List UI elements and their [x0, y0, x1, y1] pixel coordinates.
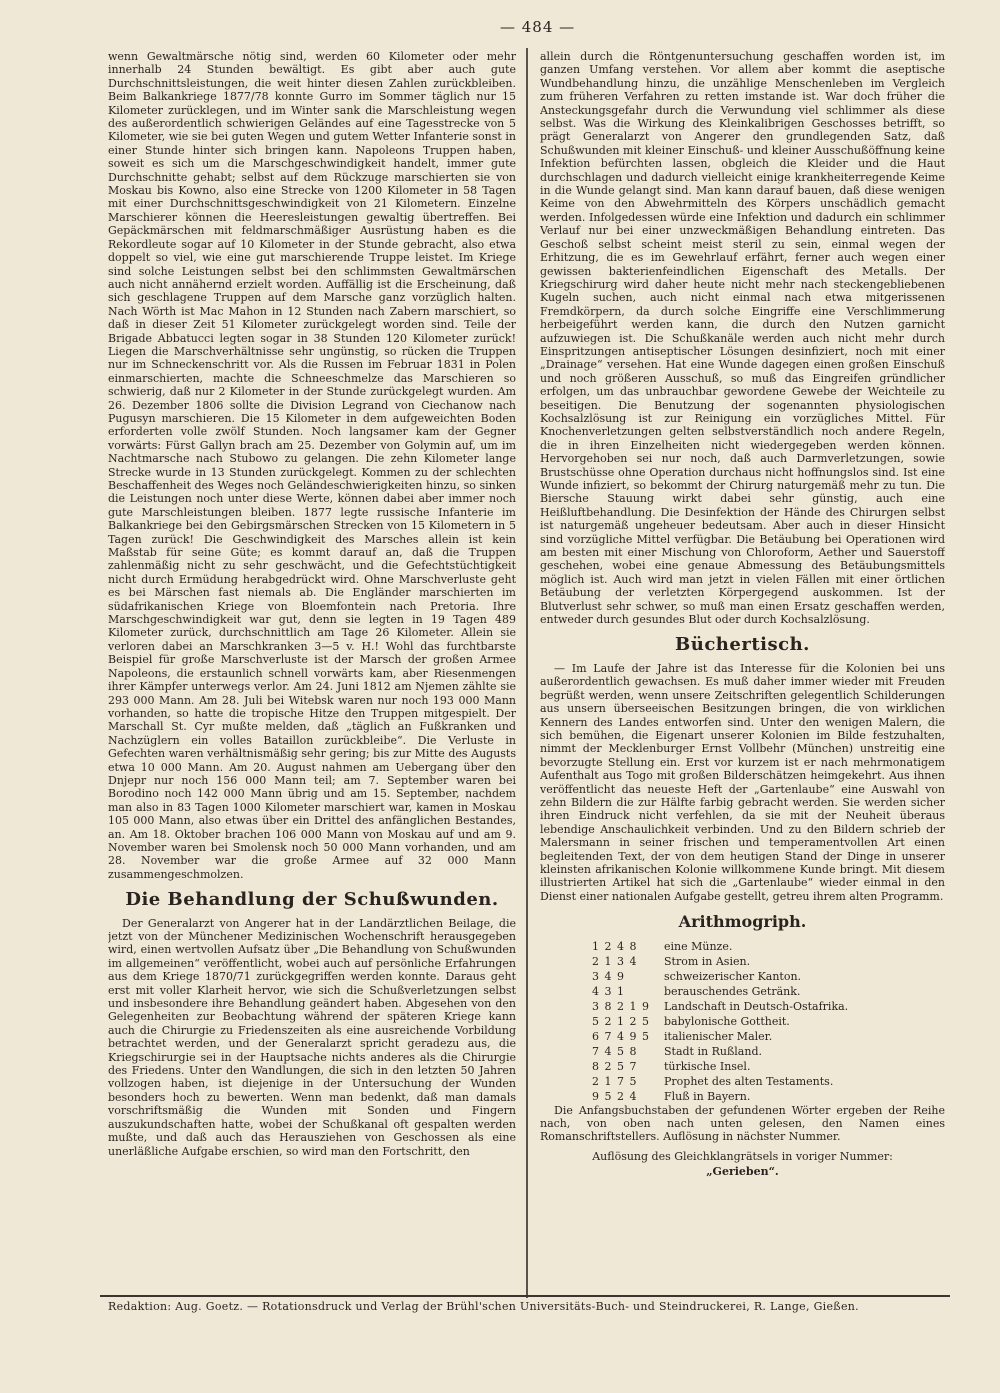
puzzle-numbers: 3 4 9: [592, 969, 625, 983]
puzzle-row: [592, 969, 945, 984]
puzzle-row: [592, 1014, 945, 1029]
puzzle-clue: Prophet des alten Testaments.: [664, 1074, 834, 1088]
puzzle-numbers: 9 5 2 4: [592, 1089, 638, 1103]
left-column: [108, 50, 516, 1295]
puzzle-numbers: 1 2 4 8: [592, 939, 638, 953]
puzzle-numbers: 2 1 7 5: [592, 1074, 638, 1088]
puzzle-numbers: 2 1 3 4: [592, 954, 638, 968]
puzzle-row: [592, 1044, 945, 1059]
puzzle-clue: italienischer Maler.: [664, 1029, 773, 1043]
article-marches-text: wenn Gewaltmärsche nötig sind, werden 60 Kilometer oder mehr innerhalb 24 Stunden bewältigt. Es gibt aber auch gute Durchschnittsleistungen, die weit hinter diesen Zahlen zurückbleiben. Beim Balkankriege 1877/78 konnte Gurro im Sommer täglich nur 15 Kilometer zurücklegen, und im Winter sank die Marschleistung wegen des außerordentlich schwierigen Geländes auf eine Tagesstrecke von 5 Kilometer, wie sie bei guten Wegen und gutem Wetter Infanterie sonst in einer Stunde hinter sich bringen kann. Napoleons Truppen haben, soweit es sich um die Marschgeschwindigkeit handelt, immer gute Durchschnitte gehabt; selbst auf dem Rückzuge marschierten sie von Moskau bis Kowno, also eine Strecke von 1200 Kilometer in 58 Tagen mit einer Durchschnittsgeschwindigkeit von 21 Kilometern. Einzelne Marschierer können die Heeresleistungen gewaltig übertreffen. Bei Gepäckmärschen mit feldmarschmäßiger Ausrüstung haben es die Rekordleute sogar auf 10 Kilometer in der Stunde gebracht, also etwa doppelt so viel, wie eine gut marschierende Truppe leistet. Im Kriege sind solche Leistungen selbst bei den schlimmsten Gewaltmärschen auch nicht annähernd erzielt worden. Auffällig ist die Erscheinung, daß sich geschlagene Truppen auf dem Marsche ganz vorzüglich halten. Nach Wörth ist Mac Mahon in 12 Stunden nach Zabern marschiert, so daß in dieser Zeit 51 Kilometer zurückgelegt worden sind. Teile der Brigade Abbatucci legten sogar in 38 Stunden 120 Kilometer zurück! Liegen die Marschverhältnisse sehr ungünstig, so rücken die Truppen nur im Schneckenschritt vor. Als die Russen im Februar 1831 in Polen einmarschierten, machte die Schneeschmelze das Marschieren so schwierig, daß nur 2 Kilometer in der Stunde zurückgelegt wurden. Am 26. Dezember 1806 sollte die Division Legrand von Ciechanow nach Pugusyn marschieren. Die 15 Kilometer in dem aufgeweichten Boden erforderten volle zwölf Stunden. Noch langsamer kam der Gegner vorwärts: Fürst Gallyn brach am 25. Dezember von Golymin auf, um im Nachtmarsche nach Stubowo zu gelangen. Die zehn Kilometer lange Strecke wurde in 13 Stunden zurückgelegt. Kommen zu der schlechten Beschaffenheit des Weges noch Geländeschwierigkeiten hinzu, so sinken die Leistungen noch unter diese Werte, können dabei aber immer noch gute Marschleistungen bleiben. 1877 legte russische Infanterie im Balkankriege bei den Gebirgsmärschen Strecken von 15 Kilometern in 5 Tagen zurück! Die Geschwindigkeit des Marsches allein ist kein Maßstab für seine Güte; es kommt darauf an, daß die Truppen zahlenmäßig nicht zu sehr geschwächt, und die Gefechtstüchtigkeit nicht durch Ermüdung herabgedrückt wird. Ohne Marschverluste geht es bei Märschen fast niemals ab. Die Engländer marschierten im südafrikanischen Kriege von Bloemfontein nach Pretoria. Ihre Marschgeschwindigkeit war gut, denn sie legten in 19 Tagen 489 Kilometer zurück, durchschnittlich am Tage 26 Kilometer. Allein sie verloren dabei an Marschkranken 3—5 v. H.! Wohl das furchtbarste Beispiel für große Marschverluste ist der Marsch der großen Armee Napoleons, die erstaunlich schnell vorwärts kam, aber Riesenmengen ihrer Kämpfer unterwegs verlor. Am 24. Juni 1812 am Njemen zählte sie 293 000 Mann. Am 28. Juli bei Witebsk waren nur noch 193 000 Mann vorhanden, so hatte die tropische Hitze den Truppen mitgespielt. Der Marschall St. Cyr mußte melden, daß „täglich an Fußkranken und Nachzüglern ein volles Bataillon zurückbleibe“. Die Verluste in Gefechten waren verhältnismäßig sehr gering; bis zur Mitte des Augusts etwa 10 000 Mann. Am 20. August nahmen am Uebergang über den Dnjepr nur noch 156 000 Mann teil; am 7. September waren bei Borodino noch 142 000 Mann übrig und am 15. September, nachdem man also in 83 Tagen 1000 Kilometer marschiert war, kamen in Moskau 105 000 Mann, also etwas über ein Drittel des anfänglichen Bestandes, an. Am 18. Oktober brachen 106 000 Mann von Moskau auf und am 9. November waren bei Smolensk noch 50 000 Mann vorhanden, und am 28. November war die große Armee auf 32 000 Mann zusammengeschmolzen.: [108, 50, 516, 881]
puzzle-clue: babylonische Gottheit.: [664, 1014, 790, 1028]
puzzle-numbers: 5 2 1 2 5: [592, 1014, 650, 1028]
page-number: — 484 —: [500, 18, 576, 36]
puzzle-numbers: 7 4 5 8: [592, 1044, 638, 1058]
puzzle-row: [592, 984, 945, 999]
puzzle-clue: eine Münze.: [664, 939, 733, 953]
puzzle-clue: Stadt in Rußland.: [664, 1044, 762, 1058]
puzzle-note: Die Anfangsbuchstaben der gefundenen Wörter ergeben der Reihe nach, von oben nach unten gelesen, den Namen eines Romanschriftstellers. Auflösung in nächster Nummer.: [540, 1103, 945, 1144]
right-column: [540, 50, 945, 1295]
puzzle-row: [592, 1059, 945, 1074]
puzzle-numbers: 6 7 4 9 5: [592, 1029, 650, 1043]
solution-line: Auflösung des Gleichklangrätsels in voriger Nummer:: [592, 1149, 893, 1163]
puzzle-row: [592, 954, 945, 969]
puzzle-clue: Landschaft in Deutsch-Ostafrika.: [664, 999, 849, 1013]
heading-schusswunden: Die Behandlung der Schußwunden.: [125, 889, 499, 911]
puzzle-clue: schweizerischer Kanton.: [664, 969, 802, 983]
puzzle-clue: türkische Insel.: [664, 1059, 751, 1073]
puzzle-numbers: 8 2 5 7: [592, 1059, 638, 1073]
puzzle-row: [592, 1074, 945, 1089]
puzzle-clue: Fluß in Bayern.: [664, 1089, 751, 1103]
footer-rule: [100, 1295, 950, 1297]
solution-word: „Gerieben“.: [706, 1165, 779, 1179]
imprint-footer: Redaktion: Aug. Goetz. — Rotationsdruck und Verlag der Brühl'schen Universitäts-Buch- und Steindruckerei, R. Lange, Gießen.: [108, 1300, 859, 1313]
article-schusswunden-text: Der Generalarzt von Angerer hat in der Landärztlichen Beilage, die jetzt von der Münchener Medizinischen Wochenschrift herausgegeben wird, einen wertvollen Aufsatz über „Die Behandlung von Schußwunden im allgemeinen“ veröffentlicht, wobei auch auf persönliche Erfahrungen aus dem Kriege 1870/71 zurückgegriffen werden konnte. Daraus geht erst mit voller Klarheit hervor, wie sich die Schußverletzungen selbst und insbesondere ihre Behandlung geändert haben. Abgesehen von den Gelegenheiten zur Beobachtung während der späteren Kriege kann auch die Chirurgie zu Friedenszeiten als eine ausreichende Vorbildung betrachtet werden, und der Generalarzt spricht geradezu aus, die Kriegschirurgie sei in der Hauptsache nichts anderes als die Chirurgie des Friedens. Unter den Wandlungen, die sich in den letzten 50 Jahren vollzogen haben, ist diejenige in der Untersuchung der Wunden besonders hoch zu bewerten. Wenn man bedenkt, daß man damals vorschriftsmäßig die Wunden mit Sonden und Fingern auszukundschaften hatte, wobei der Schußkanal oft gespalten werden mußte, und daß auch das Herausziehen von Geschossen als eine unerläßliche Aufgabe erschien, so wird man den Fortschritt, den: [108, 916, 516, 1158]
puzzle-clue: berauschendes Getränk.: [664, 984, 801, 998]
column-divider: [526, 48, 528, 1298]
puzzle-row: [592, 999, 945, 1014]
article-schusswunden-continued: allein durch die Röntgenuntersuchung geschaffen worden ist, im ganzen Umfang verstehen. Vor allem aber kommt die aseptische Wundbehandlung hinzu, die unzählige Menschenleben im Vergleich zum früheren Verfahren zu retten imstande ist. War doch früher die Ansteckungsgefahr durch die Verwundung viel schlimmer als diese selbst. Was die Wirkung des Kleinkalibrigen Geschosses betrifft, so prägt Generalarzt von Angerer den grundlegenden Satz, daß Schußwunden mit kleiner Einschuß- und kleiner Ausschußöffnung keine Infektion befürchten lassen, obgleich die Kleider und die Haut durchschlagen und dadurch vielleicht einige krankheiterregende Keime in die Wunde gelangt sind. Man kann darauf bauen, daß diese wenigen Keime von den Abwehrmitteln des Körpers unschädlich gemacht werden. Infolgedessen würde eine Infektion und dadurch ein schlimmer Verlauf nur bei einer unzweckmäßigen Behandlung eintreten. Das Geschoß selbst scheint meist steril zu sein, einmal wegen der Erhitzung, die es im Gewehrlauf erfährt, ferner auch wegen einer gewissen bakterienfeindlichen Eigenschaft des Metalls. Der Kriegschirurg wird daher heute nicht mehr nach steckengebliebenen Kugeln suchen, auch nicht einmal nach etwa mitgerissenen Fremdkörpern, da durch solche Eingriffe eine Verschlimmerung herbeigeführt werden kann, die durch den Nutzen garnicht aufzuwiegen ist. Die Schußkanäle werden auch nicht mehr durch Einspritzungen antiseptischer Lösungen desinfiziert, noch mit einer „Drainage“ versehen. Hat eine Wunde dagegen einen großen Einschuß und noch größeren Ausschuß, so muß das Eingreifen gründlicher erfolgen, um das unbrauchbar gewordene Gewebe der Weichteile zu beseitigen. Die Benutzung der sogenannten physiologischen Kochsalzlösung ist zur Reinigung ein vorzügliches Mittel. Für Knochenverletzungen gelten selbstverständlich noch andere Regeln, die in ihren Einzelheiten nicht wiedergegeben werden können. Hervorgehoben sei nur noch, daß auch Darmverletzungen, sowie Brustschüsse ohne Operation durchaus nicht hoffnungslos sind. Ist eine Wunde infiziert, so bekommt der Chirurg naturgemäß mehr zu tun. Die Biersche Stauung wirkt dabei sehr günstig, auch eine Heißluftbehandlung. Die Desinfektion der Hände des Chirurgen selbst ist naturgemäß ungeheuer bedeutsam. Aber auch in dieser Hinsicht sind vorzügliche Mittel verfügbar. Die Betäubung bei Operationen wird am besten mit einer Mischung von Chloroform, Aether und Sauerstoff geschehen, wobei eine genaue Abmessung des Betäubungsmittels möglich ist. Auch wird man jetzt in vielen Fällen mit einer örtlichen Betäubung der verletzten Körpergegend auskommen. Ist der Blutverlust sehr schwer, so muß man einen Ersatz geschaffen werden, entweder durch gesundes Blut oder durch Kochsalzlösung.: [540, 50, 945, 627]
puzzle-numbers: 4 3 1: [592, 984, 625, 998]
puzzle-numbers: 3 8 2 1 9: [592, 999, 650, 1013]
article-buechertisch-text: — Im Laufe der Jahre ist das Interesse für die Kolonien bei uns außerordentlich gewachsen. Es muß daher immer wieder mit Freuden begrüßt werden, wenn unsere Zeitschriften gelegentlich Schilderungen aus unsern überseeischen Besitzungen bringen, die von wirklichen Kennern des Landes entworfen sind. Unter den wenigen Malern, die sich bemühen, die Eigenart unserer Kolonien im Bilde festzuhalten, nimmt der Mecklenburger Ernst Vollbehr (München) unstreitig eine bevorzugte Stellung ein. Erst vor kurzem ist er nach mehrmonatigem Aufenthalt aus Togo mit großen Bilderschätzen heimgekehrt. Aus ihnen veröffentlicht das neueste Heft der „Gartenlaube“ eine Auswahl von zehn Bildern die zur Hälfte farbig gebracht werden. Sie werden sicher ihren Eindruck nicht verfehlen, da sie mit der Neuheit überaus lebendige Anschaulichkeit verbinden. Und zu den Bildern schrieb der Malersmann in seiner frischen und temperamentvollen Art einen begleitenden Text, der von dem heutigen Stand der Dinge in unserer kleinsten afrikanischen Kolonie willkommene Kunde bringt. Mit diesem illustrierten Artikel hat sich die „Gartenlaube“ wieder einmal in den Dienst einer nationalen Aufgabe gestellt, getreu ihrem alten Programm.: [540, 661, 945, 903]
heading-arithmogriph: Arithmogriph.: [678, 912, 807, 932]
puzzle-row: [592, 1029, 945, 1044]
puzzle-row: [592, 1089, 945, 1104]
puzzle-list: [592, 939, 945, 1104]
puzzle-clue: Strom in Asien.: [664, 954, 751, 968]
puzzle-row: [592, 939, 945, 954]
heading-buechertisch: Büchertisch.: [675, 634, 810, 656]
